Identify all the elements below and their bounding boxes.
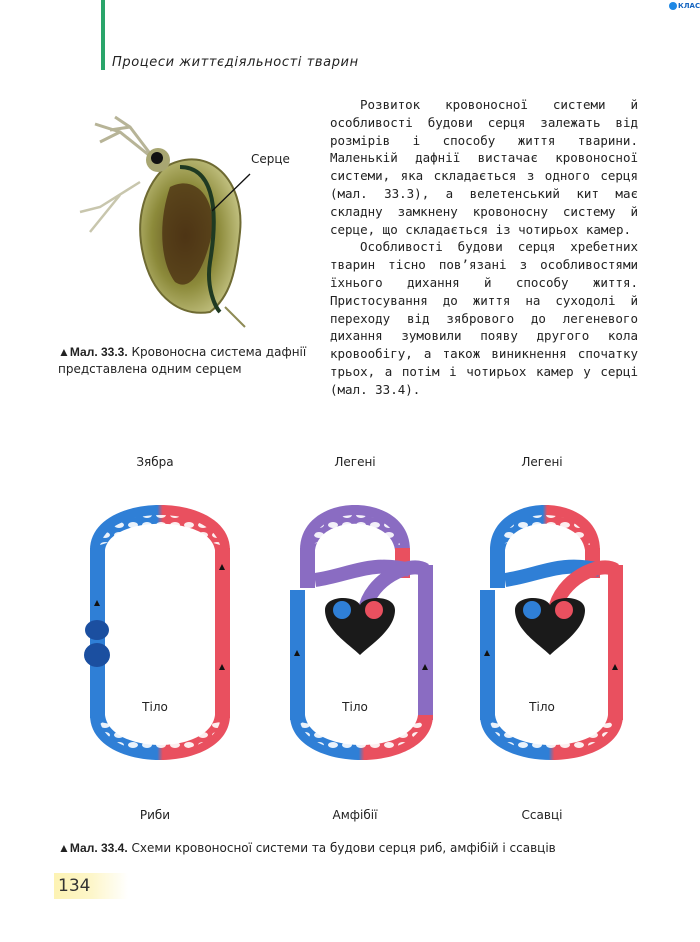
mammal-circulation-diagram — [460, 470, 650, 790]
logo-text: КЛАС — [678, 2, 700, 10]
fish-top-label: Зябра — [136, 455, 174, 469]
page-number: 134 — [54, 873, 128, 899]
fish-body-label: Тіло — [142, 700, 168, 714]
fish-circulation-diagram — [70, 470, 260, 790]
logo-icon — [669, 2, 677, 10]
figure-33-4-caption — [58, 841, 556, 855]
daphnia-illustration — [60, 112, 310, 330]
paragraph-2: Особливості будови серця хребетних тварин тісно пов’язані з особливостями їхнього дихання й способу життя. Пристосування до життя на суходолі й переходу від зябрового до легеневого дихання зумовили появу другого кола кровообігу, а також виникнення спочатку трьох, а потім і чотирьох камер у серці (мал. 33.4). — [330, 239, 638, 397]
chapter-title: Процеси життєдіяльності тварин — [112, 55, 359, 70]
figure-33-3-caption-text: Кровоносна система дафнії представлена одним серцем — [58, 345, 307, 376]
paragraph-1: Розвиток кровоносної системи й особливості будови серця залежать від розмірів і способу життя тварини. Маленькій дафнії вистачає кровоносної системи, яка складається з одного серця (мал. 33.3), а велетенський кит має складну замкнену кровоносну систему й серце, що складається із чотирьох камер. — [330, 97, 638, 237]
heart-label: Серце — [251, 152, 290, 166]
mammal-top-label: Легені — [521, 455, 563, 469]
amphibian-name: Амфібії — [332, 808, 378, 822]
amphibian-circulation-diagram — [270, 470, 460, 790]
figure-33-3-caption — [58, 344, 318, 378]
figure-33-4-caption-mark: ▲Мал. 33.4. — [58, 841, 128, 855]
body-text — [330, 96, 638, 399]
amphibian-body-label: Тіло — [342, 700, 368, 714]
mammal-body-label: Тіло — [529, 700, 555, 714]
figure-33-4-caption-text: Схеми кровоносної системи та будови серця риб, амфібій і ссавців — [131, 841, 556, 855]
chapter-accent-bar — [101, 0, 105, 70]
fish-name: Риби — [139, 808, 171, 822]
publisher-logo — [669, 2, 700, 10]
mammal-name: Ссавці — [521, 808, 563, 822]
figure-33-3-caption-mark: ▲Мал. 33.3. — [58, 345, 128, 359]
amphibian-top-label: Легені — [334, 455, 376, 469]
